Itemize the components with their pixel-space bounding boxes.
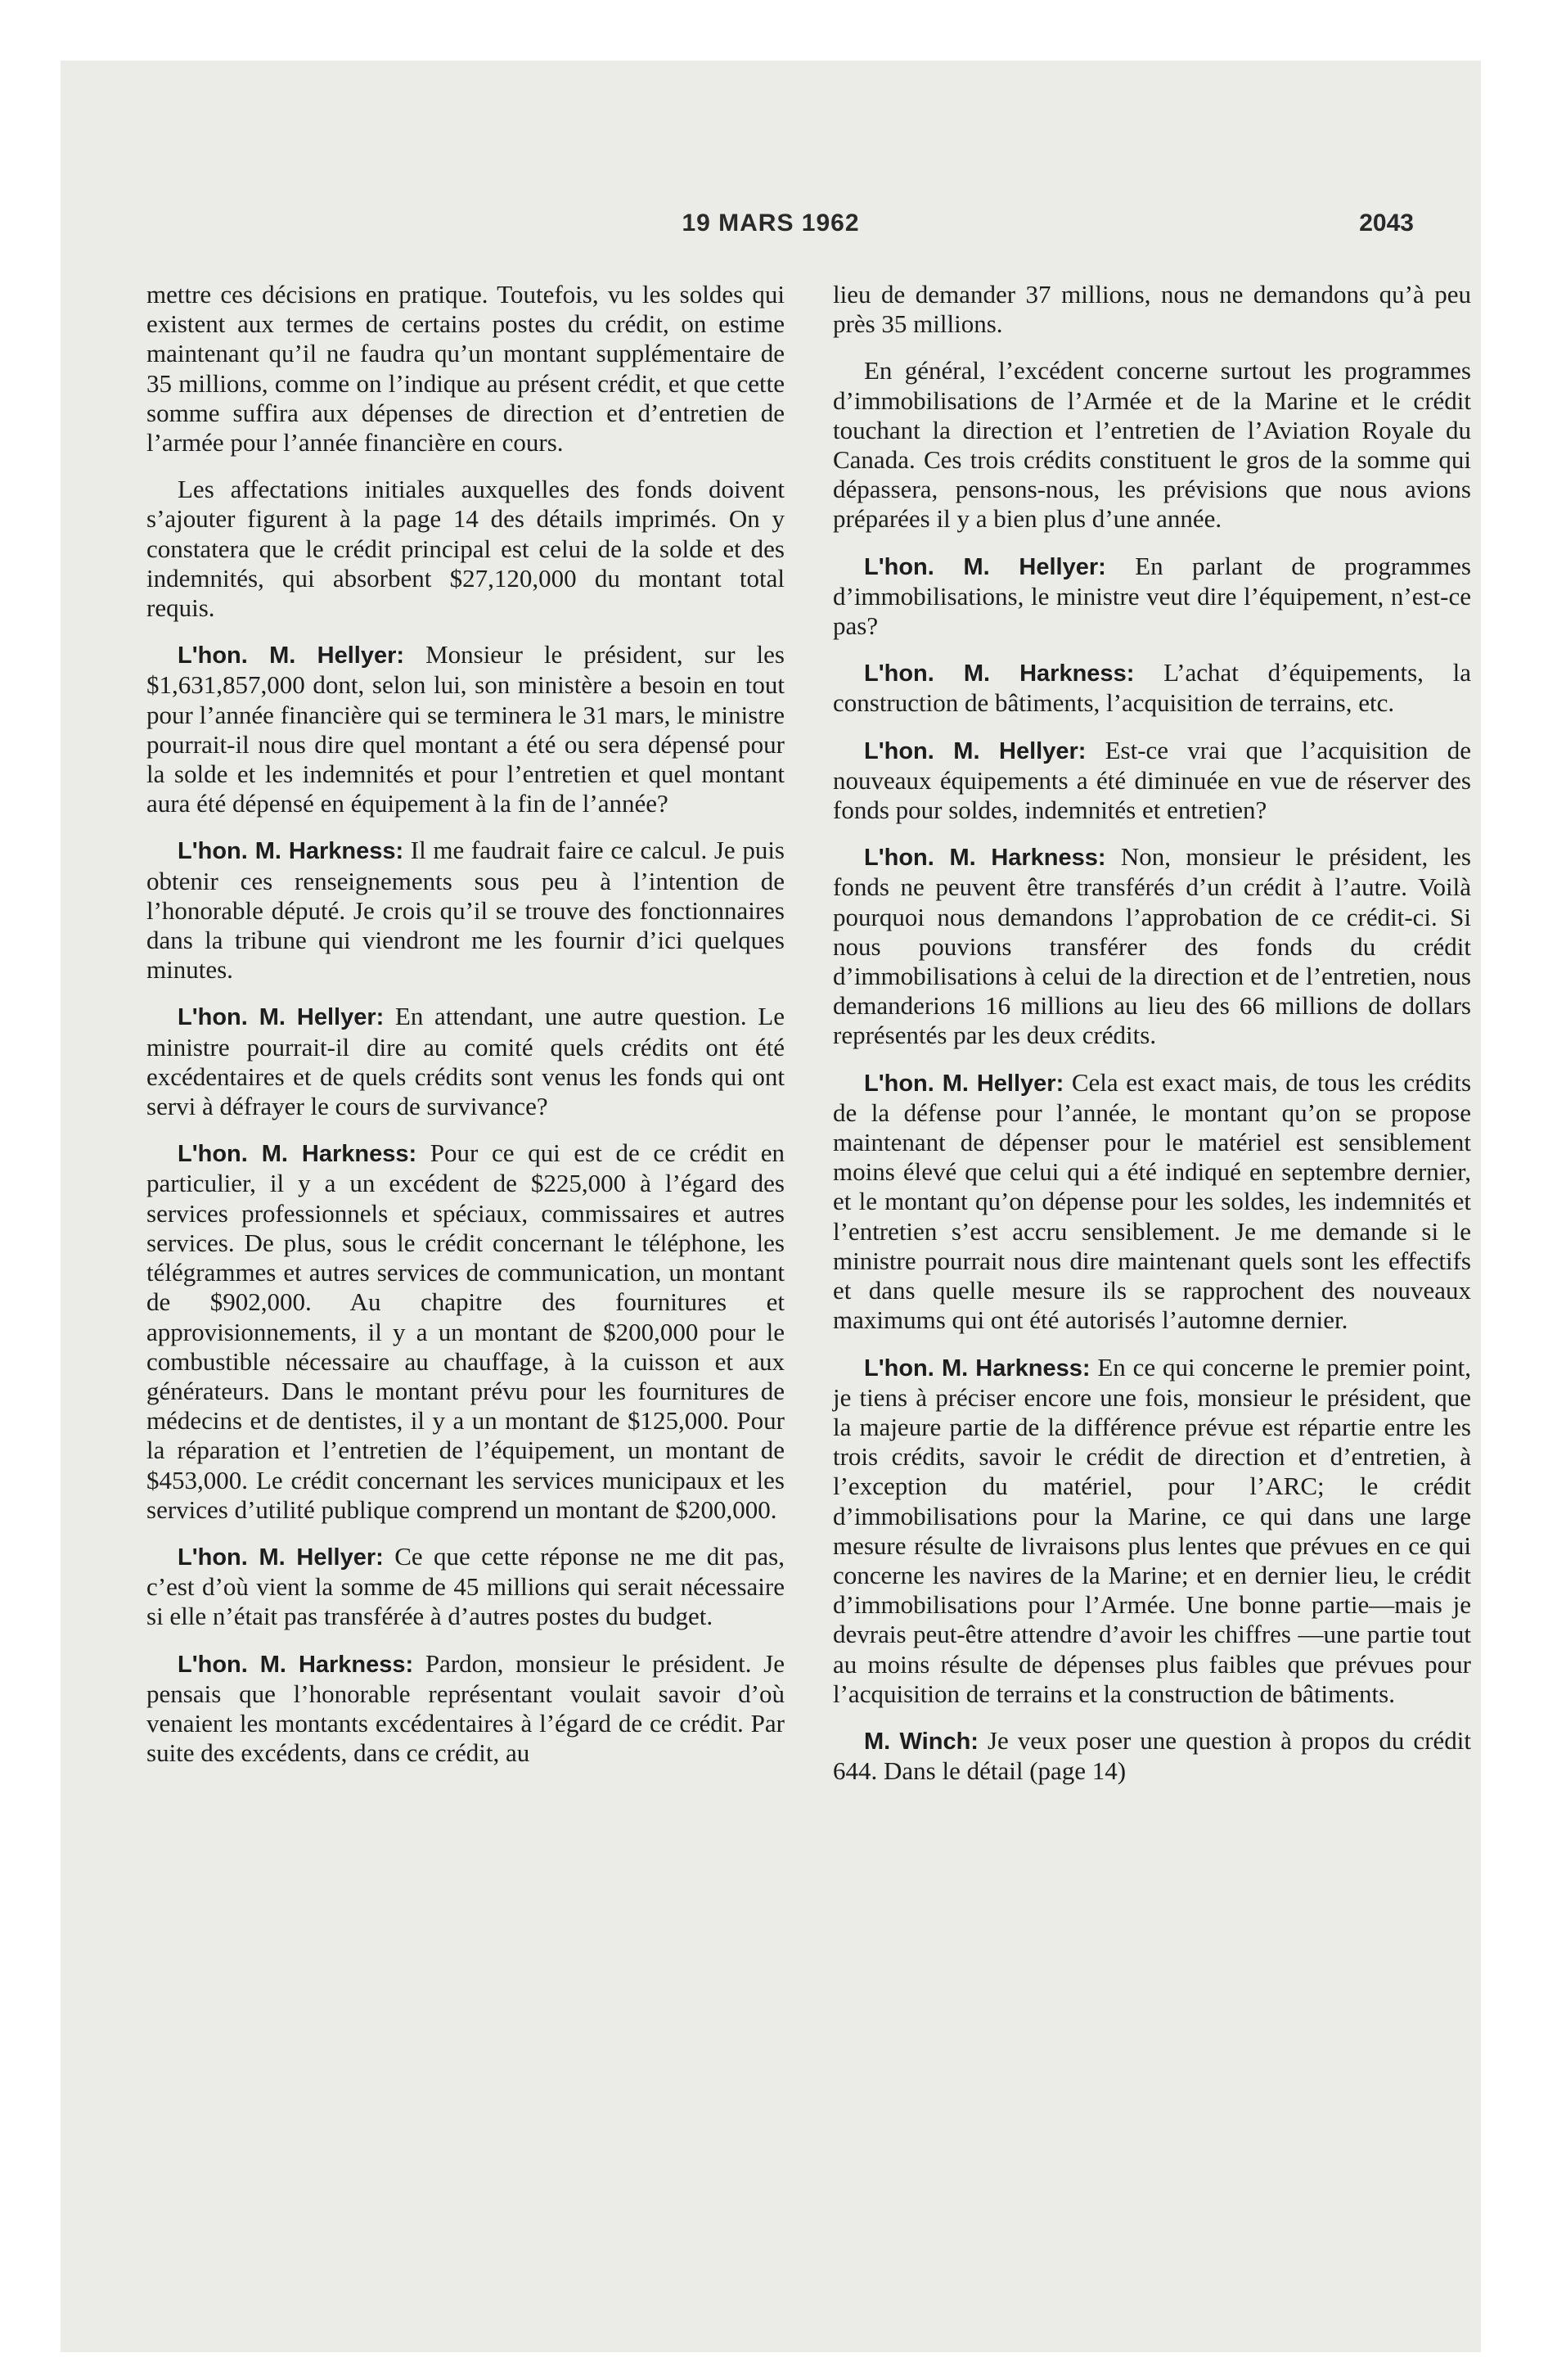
paragraph-text: L’achat d’équipements, la construction de bâtiments, l’acquisition de terrains, etc. bbox=[833, 658, 1471, 718]
paragraph bbox=[833, 1353, 1471, 1709]
paragraph-text: Pardon, monsieur le président. Je pensais que l’honorable représentant voulait savoir d’où venaient les montants excédentaires à l’égard de ce crédit. Par suite des excédents, dans ce crédit, au bbox=[146, 1648, 785, 1768]
paragraph-text: Ce que cette réponse ne me dit pas, c’est d’où vient la somme de 45 millions qui serait nécessaire si elle n’était pas transférée à d’autres postes du budget. bbox=[146, 1541, 785, 1631]
left-column bbox=[146, 280, 785, 1785]
paragraph-text: En ce qui concerne le premier point, je tiens à préciser encore une fois, monsieur le président, que la majeure partie de la différence prévue est répartie entre les trois crédits, savoir le crédit de direction et d’entretien, à l’exception du matériel, pour l’ARC; le crédit d’immobilisations pour la Marine, ce qui dans une large mesure résulte de livraisons plus lentes que prévues en ce qui concerne les navires de la Marine; et en dernier lieu, le crédit d’immobilisations pour l’Armée. Une bonne partie—mais je devrais peut-être attendre d’avoir les chiffres —une partie tout au moins résulte de dépenses plus faibles que prévues pour l’acquisition de terrains et la construction de bâtiments. bbox=[833, 1352, 1471, 1708]
paragraph bbox=[146, 1002, 785, 1121]
paragraph-text: En attendant, une autre question. Le ministre pourrait-il dire au comité quels crédits ont été excédentaires et de quels crédits sont venus les fonds qui ont servi à défrayer le cours de survivance? bbox=[146, 1002, 785, 1121]
paragraph-text: mettre ces décisions en pratique. Toutefois, vu les soldes qui existent aux termes de certains postes du crédit, on estime maintenant qu’il ne faudra qu’un montant supplémentaire de 35 millions, comme on l’indique au présent crédit, et que cette somme suffira aux dépenses de direction et d’entretien de l’armée pour l’année financière en cours. bbox=[146, 280, 785, 458]
paragraph bbox=[833, 1726, 1471, 1786]
page-header bbox=[61, 210, 1481, 250]
speaker-name: L'hon. M. Harkness: bbox=[178, 1141, 417, 1168]
speaker-name: L'hon. M. Harkness: bbox=[864, 1355, 1091, 1382]
paragraph-text: Je veux poser une question à propos du crédit 644. Dans le détail (page 14) bbox=[833, 1725, 1471, 1786]
paragraph bbox=[146, 836, 785, 985]
paragraph-text: Il me faudrait faire ce calcul. Je puis obtenir ces renseignements sous peu à l’intention de l’honorable député. Je crois qu’il se trouve des fonctionnaires dans la tribune qui viendront me les fournir d’ici quelques minutes. bbox=[146, 836, 785, 985]
paragraph bbox=[146, 1542, 785, 1632]
paragraph-text: Pour ce qui est de ce crédit en particulier, il y a un excédent de $225,000 à l’égard des services professionnels et spéciaux, commissaires et autres services. De plus, sous le crédit concernant le téléphone, les télégrammes et autres services de communication, un montant de $902,000. Au chapitre des fournitures et approvisionnements, il y a un montant de $200,000 pour le combustible nécessaire au chauffage, à la cuisson et aux générateurs. Dans le montant prévu pour les fournitures de médecins et de dentistes, il y a un montant de $125,000. Pour la réparation et l’entretien de l’équipement, un montant de $453,000. Le crédit concernant les services municipaux et les services d’utilité publique comprend un montant de $200,000. bbox=[146, 1138, 785, 1524]
paragraph-text: Non, monsieur le président, les fonds ne peuvent être transférés d’un crédit à l’autre. Voilà pourquoi nous demandons l’approbation de ce crédit-ci. Si nous pouvions transférer des fonds du crédit d’immobilisations à celui de la direction et de l’entretien, nous demanderions 16 millions au lieu des 66 millions de dollars représentés par les deux crédits. bbox=[833, 842, 1471, 1050]
page-date: 19 MARS 1962 bbox=[682, 210, 860, 237]
paragraph-text: En parlant de programmes d’immobilisations, le ministre veut dire l’équipement, n’est-ce pas? bbox=[833, 551, 1471, 641]
speaker-name: M. Winch: bbox=[864, 1728, 979, 1755]
paragraph-text: En général, l’excédent concerne surtout les programmes d’immobilisations de l’Armée et de la Marine et le crédit touchant la direction et l’entretien de l’Aviation Royale du Canada. Ces trois crédits constituent le gros de la somme qui dépassera, pensons-nous, les prévisions que nous avions préparées il y a bien plus d’une année. bbox=[833, 356, 1471, 534]
paragraph bbox=[833, 356, 1471, 534]
paragraph-text: lieu de demander 37 millions, nous ne demandons qu’à peu près 35 millions. bbox=[833, 280, 1471, 339]
speaker-name: L'hon. M. Hellyer: bbox=[864, 1070, 1064, 1097]
speaker-name: L'hon. M. Harkness: bbox=[178, 1651, 414, 1678]
paragraph bbox=[146, 1138, 785, 1525]
speaker-name: L'hon. M. Hellyer: bbox=[178, 1004, 385, 1031]
paragraph bbox=[146, 640, 785, 818]
speaker-name: L'hon. M. Hellyer: bbox=[864, 737, 1087, 764]
speaker-name: L'hon. M. Harkness: bbox=[864, 660, 1135, 687]
page-number: 2043 bbox=[1359, 210, 1414, 237]
paragraph bbox=[146, 475, 785, 623]
paragraph-text: Les affectations initiales auxquelles des fonds doivent s’ajouter figurent à la page 14 des détails imprimés. On y constatera que le crédit principal est celui de la solde et des indemnités, qui absorbent $27,120,000 du montant total requis. bbox=[146, 475, 785, 623]
paragraph bbox=[146, 280, 785, 458]
paragraph bbox=[833, 842, 1471, 1050]
speaker-name: L'hon. M. Harkness: bbox=[178, 838, 404, 865]
paragraph bbox=[833, 552, 1471, 642]
paragraph bbox=[833, 658, 1471, 718]
speaker-name: L'hon. M. Hellyer: bbox=[864, 553, 1106, 580]
paragraph-text: Est-ce vrai que l’acquisition de nouveaux équipements a été diminuée en vue de réserver des fonds pour soldes, indemnités et entretien? bbox=[833, 735, 1472, 825]
scanned-page bbox=[61, 61, 1481, 2352]
paragraph bbox=[146, 1649, 785, 1769]
speaker-name: L'hon. M. Hellyer: bbox=[178, 1544, 384, 1571]
paragraph bbox=[833, 280, 1471, 339]
paragraph-text: Cela est exact mais, de tous les crédits de la défense pour l’année, le montant qu’on se propose maintenant de dépenser pour le matériel est sensiblement moins élevé que celui qui a été indiqué en septembre dernier, et le montant qu’on dépense pour les soldes, les indemnités et l’entretien s’est accru sensiblement. Je me demande si le ministre pourrait nous dire maintenant quels sont les effectifs et dans quelle mesure ils se rapprochent des nouveaux maximums qui ont été autorisés l’automne dernier. bbox=[833, 1067, 1472, 1335]
paragraph-text: Monsieur le président, sur les $1,631,857,000 dont, selon lui, son ministère a besoin en tout pour l’année financière qui se terminera le 31 mars, le ministre pourrait-il nous dire quel montant a été ou sera dépensé pour la solde et les indemnités et pour l’entretien et quel montant aura été dépensé en équipement à la fin de l’année? bbox=[146, 640, 785, 818]
speaker-name: L'hon. M. Harkness: bbox=[864, 845, 1106, 872]
right-column bbox=[833, 280, 1471, 1803]
paragraph bbox=[833, 736, 1471, 826]
speaker-name: L'hon. M. Hellyer: bbox=[178, 642, 405, 669]
paragraph bbox=[833, 1068, 1471, 1336]
